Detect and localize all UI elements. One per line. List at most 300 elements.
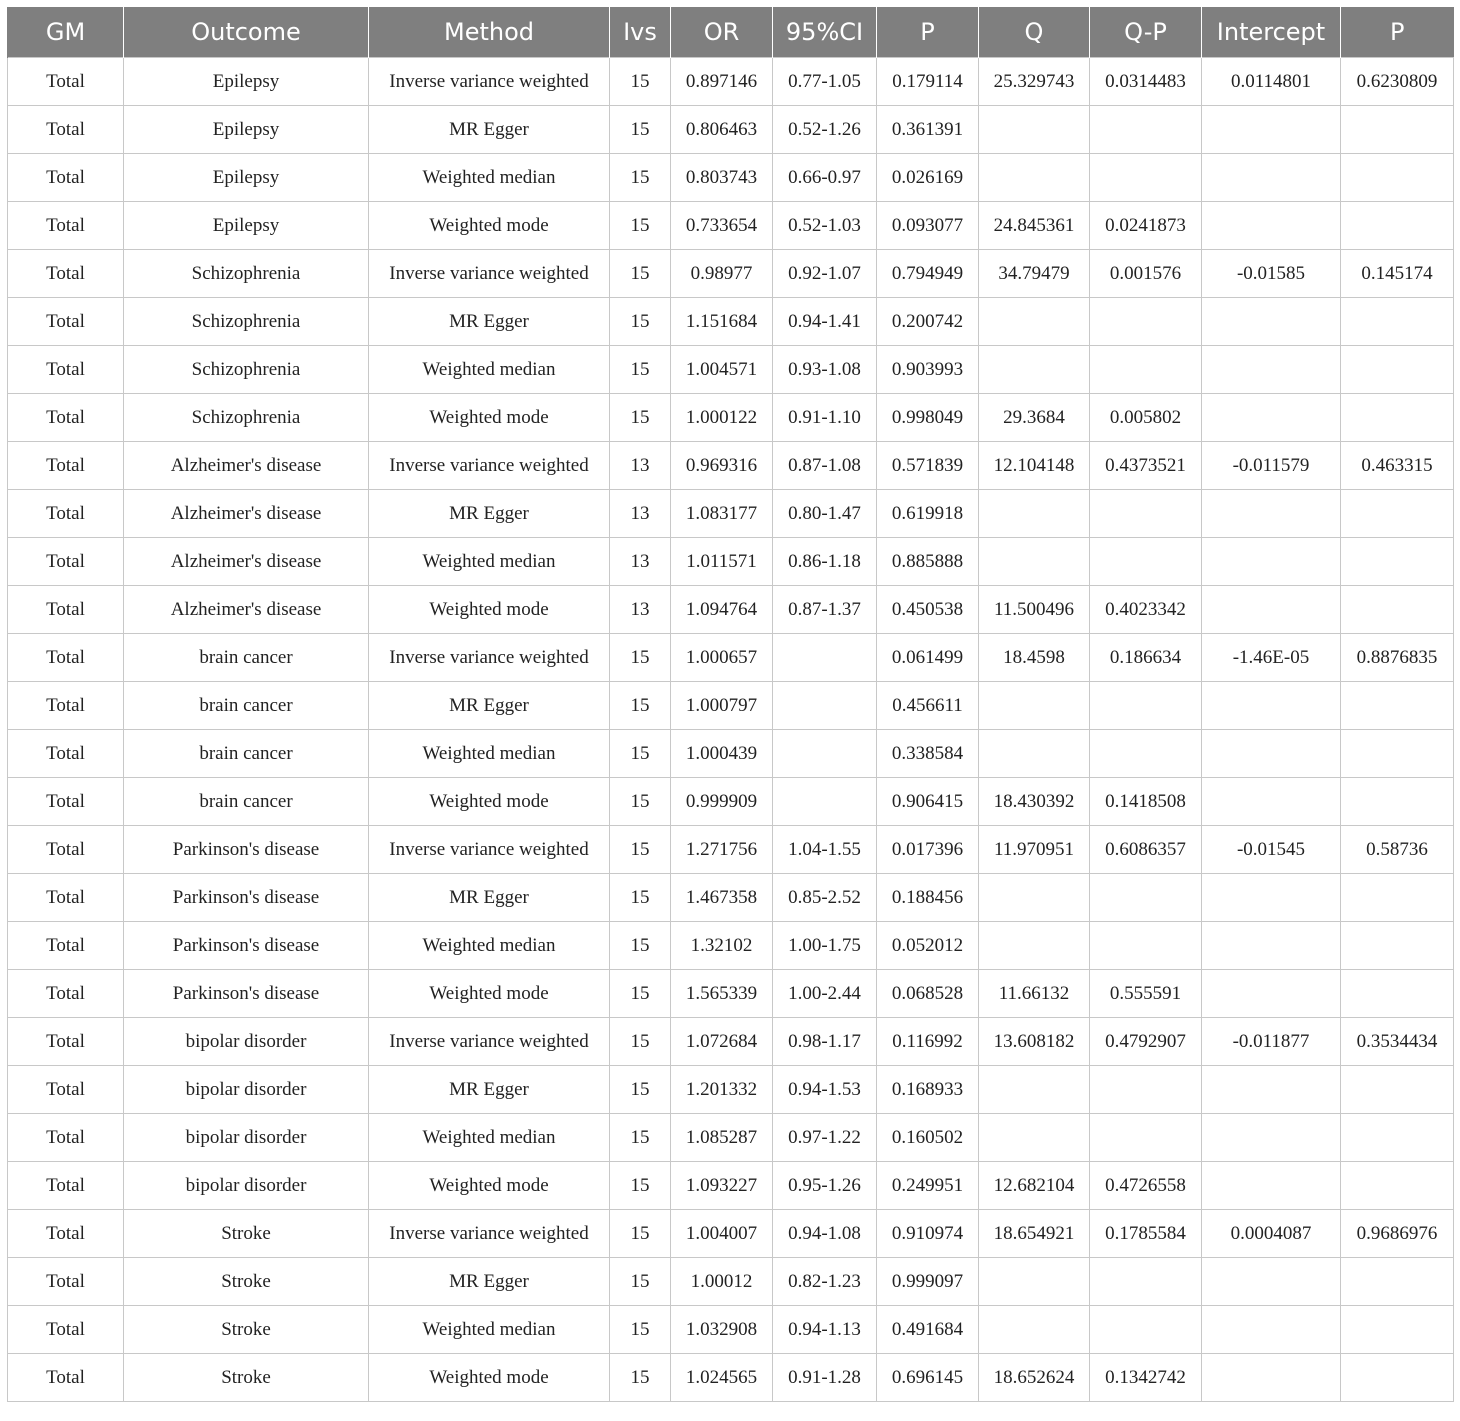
- cell-q-p: [1090, 682, 1202, 730]
- cell-intercept-p: [1341, 922, 1454, 970]
- cell-q: 29.3684: [979, 394, 1090, 442]
- cell-95ci: 0.92-1.07: [773, 250, 877, 298]
- cell-or: 1.094764: [671, 586, 773, 634]
- table-row: [8, 1354, 1454, 1402]
- cell-or: 1.011571: [671, 538, 773, 586]
- cell-q-p: [1090, 154, 1202, 202]
- cell-method: Inverse variance weighted: [369, 250, 610, 298]
- cell-ivs: 15: [610, 922, 671, 970]
- table-row: [8, 1066, 1454, 1114]
- cell-intercept-p: [1341, 154, 1454, 202]
- header-ivs: Ivs: [610, 7, 671, 58]
- header-gm: GM: [8, 7, 124, 58]
- cell-or: 0.803743: [671, 154, 773, 202]
- cell-outcome: Epilepsy: [124, 106, 369, 154]
- cell-gm: Total: [8, 730, 124, 778]
- cell-method: Inverse variance weighted: [369, 1018, 610, 1066]
- cell-95ci: [773, 778, 877, 826]
- cell-q-p: 0.1342742: [1090, 1354, 1202, 1402]
- cell-ivs: 15: [610, 58, 671, 106]
- cell-q-p: 0.4023342: [1090, 586, 1202, 634]
- cell-gm: Total: [8, 922, 124, 970]
- cell-p: 0.061499: [877, 634, 979, 682]
- cell-or: 0.806463: [671, 106, 773, 154]
- cell-intercept-p: [1341, 682, 1454, 730]
- cell-or: 1.004571: [671, 346, 773, 394]
- cell-95ci: 0.98-1.17: [773, 1018, 877, 1066]
- cell-outcome: brain cancer: [124, 682, 369, 730]
- cell-ivs: 15: [610, 202, 671, 250]
- cell-intercept: -0.01545: [1202, 826, 1341, 874]
- table-row: [8, 346, 1454, 394]
- cell-outcome: Alzheimer's disease: [124, 586, 369, 634]
- cell-q: 25.329743: [979, 58, 1090, 106]
- cell-q-p: 0.555591: [1090, 970, 1202, 1018]
- cell-intercept-p: [1341, 1066, 1454, 1114]
- table-row: [8, 874, 1454, 922]
- cell-intercept: 0.0004087: [1202, 1210, 1341, 1258]
- cell-intercept: [1202, 1354, 1341, 1402]
- table-row: [8, 922, 1454, 970]
- cell-ivs: 15: [610, 106, 671, 154]
- cell-intercept: -0.01585: [1202, 250, 1341, 298]
- cell-intercept-p: [1341, 778, 1454, 826]
- cell-outcome: brain cancer: [124, 730, 369, 778]
- cell-95ci: 0.66-0.97: [773, 154, 877, 202]
- header-or: OR: [671, 7, 773, 58]
- cell-method: Weighted mode: [369, 394, 610, 442]
- cell-ivs: 15: [610, 874, 671, 922]
- cell-p: 0.999097: [877, 1258, 979, 1306]
- cell-ivs: 15: [610, 394, 671, 442]
- table-body: [8, 58, 1454, 1402]
- cell-gm: Total: [8, 346, 124, 394]
- cell-q: 18.430392: [979, 778, 1090, 826]
- cell-q-p: 0.4373521: [1090, 442, 1202, 490]
- cell-ivs: 15: [610, 1258, 671, 1306]
- table-row: [8, 1018, 1454, 1066]
- cell-or: 1.000122: [671, 394, 773, 442]
- cell-q-p: [1090, 490, 1202, 538]
- cell-q: 12.682104: [979, 1162, 1090, 1210]
- cell-or: 1.085287: [671, 1114, 773, 1162]
- cell-method: MR Egger: [369, 1258, 610, 1306]
- cell-95ci: 0.86-1.18: [773, 538, 877, 586]
- table-row: [8, 106, 1454, 154]
- cell-p: 0.696145: [877, 1354, 979, 1402]
- table-row: [8, 442, 1454, 490]
- cell-q-p: [1090, 106, 1202, 154]
- cell-p: 0.200742: [877, 298, 979, 346]
- cell-ivs: 15: [610, 1066, 671, 1114]
- cell-p: 0.491684: [877, 1306, 979, 1354]
- cell-intercept: [1202, 1306, 1341, 1354]
- cell-q: [979, 538, 1090, 586]
- cell-p: 0.619918: [877, 490, 979, 538]
- cell-intercept: [1202, 730, 1341, 778]
- cell-method: Inverse variance weighted: [369, 58, 610, 106]
- cell-ivs: 13: [610, 490, 671, 538]
- cell-intercept-p: [1341, 586, 1454, 634]
- cell-ivs: 15: [610, 1114, 671, 1162]
- cell-gm: Total: [8, 1258, 124, 1306]
- cell-intercept-p: [1341, 1306, 1454, 1354]
- cell-or: 1.00012: [671, 1258, 773, 1306]
- cell-or: 0.897146: [671, 58, 773, 106]
- cell-method: Inverse variance weighted: [369, 442, 610, 490]
- table-row: [8, 538, 1454, 586]
- cell-outcome: Parkinson's disease: [124, 970, 369, 1018]
- cell-or: 1.024565: [671, 1354, 773, 1402]
- cell-or: 1.271756: [671, 826, 773, 874]
- cell-p: 0.068528: [877, 970, 979, 1018]
- cell-p: 0.903993: [877, 346, 979, 394]
- cell-method: Weighted mode: [369, 586, 610, 634]
- cell-intercept: [1202, 1162, 1341, 1210]
- cell-gm: Total: [8, 1066, 124, 1114]
- cell-95ci: 0.95-1.26: [773, 1162, 877, 1210]
- cell-intercept-p: [1341, 346, 1454, 394]
- cell-q: 11.970951: [979, 826, 1090, 874]
- cell-method: Inverse variance weighted: [369, 826, 610, 874]
- header-p: P: [877, 7, 979, 58]
- cell-intercept-p: 0.8876835: [1341, 634, 1454, 682]
- table-row: [8, 1162, 1454, 1210]
- cell-q: [979, 490, 1090, 538]
- cell-outcome: Parkinson's disease: [124, 826, 369, 874]
- cell-intercept: [1202, 1114, 1341, 1162]
- cell-or: 1.032908: [671, 1306, 773, 1354]
- cell-ivs: 15: [610, 1354, 671, 1402]
- cell-q: [979, 106, 1090, 154]
- cell-gm: Total: [8, 202, 124, 250]
- cell-or: 1.072684: [671, 1018, 773, 1066]
- cell-p: 0.093077: [877, 202, 979, 250]
- cell-intercept: [1202, 874, 1341, 922]
- cell-p: 0.160502: [877, 1114, 979, 1162]
- cell-outcome: Alzheimer's disease: [124, 442, 369, 490]
- cell-method: Inverse variance weighted: [369, 1210, 610, 1258]
- cell-95ci: [773, 682, 877, 730]
- cell-ivs: 15: [610, 298, 671, 346]
- cell-method: MR Egger: [369, 106, 610, 154]
- cell-outcome: Alzheimer's disease: [124, 538, 369, 586]
- cell-ivs: 15: [610, 970, 671, 1018]
- cell-or: 1.000797: [671, 682, 773, 730]
- cell-q: 18.652624: [979, 1354, 1090, 1402]
- cell-95ci: [773, 634, 877, 682]
- cell-intercept: [1202, 538, 1341, 586]
- cell-or: 1.004007: [671, 1210, 773, 1258]
- cell-outcome: Schizophrenia: [124, 394, 369, 442]
- cell-q-p: 0.1418508: [1090, 778, 1202, 826]
- cell-q-p: [1090, 298, 1202, 346]
- cell-or: 1.083177: [671, 490, 773, 538]
- cell-95ci: 1.00-2.44: [773, 970, 877, 1018]
- cell-q: [979, 1066, 1090, 1114]
- cell-intercept: [1202, 778, 1341, 826]
- cell-or: 1.093227: [671, 1162, 773, 1210]
- cell-q: 24.845361: [979, 202, 1090, 250]
- cell-method: MR Egger: [369, 1066, 610, 1114]
- cell-gm: Total: [8, 1114, 124, 1162]
- table-row: [8, 202, 1454, 250]
- cell-intercept-p: [1341, 298, 1454, 346]
- cell-outcome: Parkinson's disease: [124, 922, 369, 970]
- cell-95ci: 0.91-1.28: [773, 1354, 877, 1402]
- cell-q-p: [1090, 1258, 1202, 1306]
- cell-p: 0.450538: [877, 586, 979, 634]
- cell-intercept-p: 0.9686976: [1341, 1210, 1454, 1258]
- cell-method: Weighted median: [369, 346, 610, 394]
- cell-method: Weighted median: [369, 922, 610, 970]
- cell-gm: Total: [8, 826, 124, 874]
- cell-q: [979, 154, 1090, 202]
- cell-q: [979, 682, 1090, 730]
- cell-intercept: [1202, 346, 1341, 394]
- table-row: [8, 730, 1454, 778]
- cell-outcome: brain cancer: [124, 778, 369, 826]
- cell-ivs: 15: [610, 682, 671, 730]
- cell-outcome: Epilepsy: [124, 154, 369, 202]
- table-row: [8, 682, 1454, 730]
- cell-q-p: [1090, 730, 1202, 778]
- cell-intercept: [1202, 154, 1341, 202]
- cell-intercept: [1202, 106, 1341, 154]
- cell-95ci: 0.82-1.23: [773, 1258, 877, 1306]
- cell-q: 18.4598: [979, 634, 1090, 682]
- cell-p: 0.338584: [877, 730, 979, 778]
- header-intercept: Intercept: [1202, 7, 1341, 58]
- cell-method: Weighted median: [369, 1114, 610, 1162]
- cell-intercept-p: [1341, 202, 1454, 250]
- cell-gm: Total: [8, 682, 124, 730]
- header-q-p: Q-P: [1090, 7, 1202, 58]
- cell-gm: Total: [8, 1210, 124, 1258]
- cell-q-p: [1090, 538, 1202, 586]
- cell-q: [979, 298, 1090, 346]
- table-row: [8, 250, 1454, 298]
- cell-q-p: 0.186634: [1090, 634, 1202, 682]
- cell-method: Inverse variance weighted: [369, 634, 610, 682]
- cell-intercept: -0.011877: [1202, 1018, 1341, 1066]
- table-row: [8, 1210, 1454, 1258]
- cell-or: 1.151684: [671, 298, 773, 346]
- cell-ivs: 13: [610, 586, 671, 634]
- cell-intercept: 0.0114801: [1202, 58, 1341, 106]
- cell-q: [979, 346, 1090, 394]
- table-header-row: [8, 7, 1454, 58]
- cell-95ci: 0.52-1.26: [773, 106, 877, 154]
- cell-intercept-p: [1341, 970, 1454, 1018]
- cell-q: [979, 730, 1090, 778]
- cell-q: 34.79479: [979, 250, 1090, 298]
- cell-intercept: [1202, 682, 1341, 730]
- cell-p: 0.998049: [877, 394, 979, 442]
- cell-gm: Total: [8, 1306, 124, 1354]
- cell-p: 0.794949: [877, 250, 979, 298]
- cell-or: 1.201332: [671, 1066, 773, 1114]
- cell-p: 0.052012: [877, 922, 979, 970]
- cell-p: 0.906415: [877, 778, 979, 826]
- cell-gm: Total: [8, 250, 124, 298]
- cell-ivs: 15: [610, 1018, 671, 1066]
- cell-q: [979, 1258, 1090, 1306]
- cell-intercept-p: [1341, 1258, 1454, 1306]
- cell-intercept: -1.46E-05: [1202, 634, 1341, 682]
- cell-q-p: 0.4792907: [1090, 1018, 1202, 1066]
- cell-95ci: 0.52-1.03: [773, 202, 877, 250]
- cell-or: 1.32102: [671, 922, 773, 970]
- cell-intercept-p: 0.145174: [1341, 250, 1454, 298]
- cell-q: 11.500496: [979, 586, 1090, 634]
- cell-95ci: 0.91-1.10: [773, 394, 877, 442]
- cell-p: 0.168933: [877, 1066, 979, 1114]
- cell-q-p: [1090, 1114, 1202, 1162]
- cell-q: [979, 1114, 1090, 1162]
- cell-intercept: [1202, 490, 1341, 538]
- table-row: [8, 490, 1454, 538]
- cell-ivs: 13: [610, 538, 671, 586]
- cell-outcome: Stroke: [124, 1210, 369, 1258]
- cell-outcome: Stroke: [124, 1258, 369, 1306]
- cell-p: 0.361391: [877, 106, 979, 154]
- cell-q: 13.608182: [979, 1018, 1090, 1066]
- cell-intercept: [1202, 586, 1341, 634]
- table-row: [8, 826, 1454, 874]
- cell-gm: Total: [8, 1018, 124, 1066]
- cell-q-p: 0.6086357: [1090, 826, 1202, 874]
- cell-p: 0.571839: [877, 442, 979, 490]
- cell-gm: Total: [8, 154, 124, 202]
- cell-gm: Total: [8, 1354, 124, 1402]
- cell-outcome: Parkinson's disease: [124, 874, 369, 922]
- cell-q: [979, 922, 1090, 970]
- cell-method: Weighted mode: [369, 202, 610, 250]
- cell-95ci: 0.94-1.53: [773, 1066, 877, 1114]
- cell-q-p: [1090, 922, 1202, 970]
- cell-q-p: [1090, 1066, 1202, 1114]
- table-row: [8, 634, 1454, 682]
- cell-intercept-p: [1341, 730, 1454, 778]
- cell-outcome: Epilepsy: [124, 58, 369, 106]
- cell-intercept: [1202, 1258, 1341, 1306]
- results-table: [7, 7, 1454, 1402]
- cell-ivs: 15: [610, 826, 671, 874]
- cell-q: 11.66132: [979, 970, 1090, 1018]
- cell-95ci: 0.87-1.08: [773, 442, 877, 490]
- cell-95ci: 0.94-1.41: [773, 298, 877, 346]
- cell-q: 18.654921: [979, 1210, 1090, 1258]
- cell-or: 1.467358: [671, 874, 773, 922]
- cell-outcome: bipolar disorder: [124, 1162, 369, 1210]
- cell-95ci: 1.00-1.75: [773, 922, 877, 970]
- cell-method: Weighted mode: [369, 1354, 610, 1402]
- table-row: [8, 970, 1454, 1018]
- cell-method: Weighted median: [369, 730, 610, 778]
- cell-gm: Total: [8, 442, 124, 490]
- cell-intercept: [1202, 970, 1341, 1018]
- cell-ivs: 13: [610, 442, 671, 490]
- results-table-container: [7, 7, 1453, 1402]
- cell-ivs: 15: [610, 250, 671, 298]
- cell-outcome: bipolar disorder: [124, 1018, 369, 1066]
- cell-intercept-p: 0.58736: [1341, 826, 1454, 874]
- cell-q-p: [1090, 874, 1202, 922]
- cell-method: MR Egger: [369, 682, 610, 730]
- cell-ivs: 15: [610, 154, 671, 202]
- header-95ci: 95%CI: [773, 7, 877, 58]
- cell-method: Weighted mode: [369, 778, 610, 826]
- cell-intercept: [1202, 1066, 1341, 1114]
- cell-gm: Total: [8, 298, 124, 346]
- header-intercept-p: P: [1341, 7, 1454, 58]
- cell-method: Weighted median: [369, 1306, 610, 1354]
- cell-q-p: [1090, 346, 1202, 394]
- table-row: [8, 154, 1454, 202]
- cell-intercept: [1202, 394, 1341, 442]
- cell-95ci: 0.77-1.05: [773, 58, 877, 106]
- cell-intercept-p: [1341, 1354, 1454, 1402]
- cell-gm: Total: [8, 394, 124, 442]
- cell-gm: Total: [8, 586, 124, 634]
- cell-q: [979, 1306, 1090, 1354]
- cell-gm: Total: [8, 490, 124, 538]
- cell-intercept-p: [1341, 1162, 1454, 1210]
- cell-95ci: 0.85-2.52: [773, 874, 877, 922]
- cell-outcome: Schizophrenia: [124, 346, 369, 394]
- cell-p: 0.179114: [877, 58, 979, 106]
- header-method: Method: [369, 7, 610, 58]
- cell-or: 0.733654: [671, 202, 773, 250]
- cell-ivs: 15: [610, 1306, 671, 1354]
- cell-95ci: 0.97-1.22: [773, 1114, 877, 1162]
- cell-intercept: -0.011579: [1202, 442, 1341, 490]
- cell-95ci: [773, 730, 877, 778]
- cell-intercept-p: [1341, 106, 1454, 154]
- cell-or: 0.999909: [671, 778, 773, 826]
- cell-q-p: 0.4726558: [1090, 1162, 1202, 1210]
- cell-p: 0.116992: [877, 1018, 979, 1066]
- cell-method: Weighted mode: [369, 1162, 610, 1210]
- cell-intercept: [1202, 202, 1341, 250]
- cell-method: Weighted median: [369, 154, 610, 202]
- cell-q-p: 0.0241873: [1090, 202, 1202, 250]
- cell-outcome: Stroke: [124, 1354, 369, 1402]
- cell-ivs: 15: [610, 778, 671, 826]
- cell-gm: Total: [8, 538, 124, 586]
- cell-intercept-p: 0.3534434: [1341, 1018, 1454, 1066]
- cell-q: 12.104148: [979, 442, 1090, 490]
- header-outcome: Outcome: [124, 7, 369, 58]
- cell-outcome: Schizophrenia: [124, 298, 369, 346]
- cell-or: 1.000439: [671, 730, 773, 778]
- cell-method: MR Egger: [369, 490, 610, 538]
- cell-gm: Total: [8, 1162, 124, 1210]
- cell-ivs: 15: [610, 1162, 671, 1210]
- table-row: [8, 1114, 1454, 1162]
- table-row: [8, 298, 1454, 346]
- cell-95ci: 0.87-1.37: [773, 586, 877, 634]
- cell-gm: Total: [8, 634, 124, 682]
- table-row: [8, 778, 1454, 826]
- cell-gm: Total: [8, 970, 124, 1018]
- cell-gm: Total: [8, 778, 124, 826]
- cell-outcome: Schizophrenia: [124, 250, 369, 298]
- cell-intercept-p: [1341, 490, 1454, 538]
- cell-intercept-p: 0.6230809: [1341, 58, 1454, 106]
- cell-intercept-p: [1341, 1114, 1454, 1162]
